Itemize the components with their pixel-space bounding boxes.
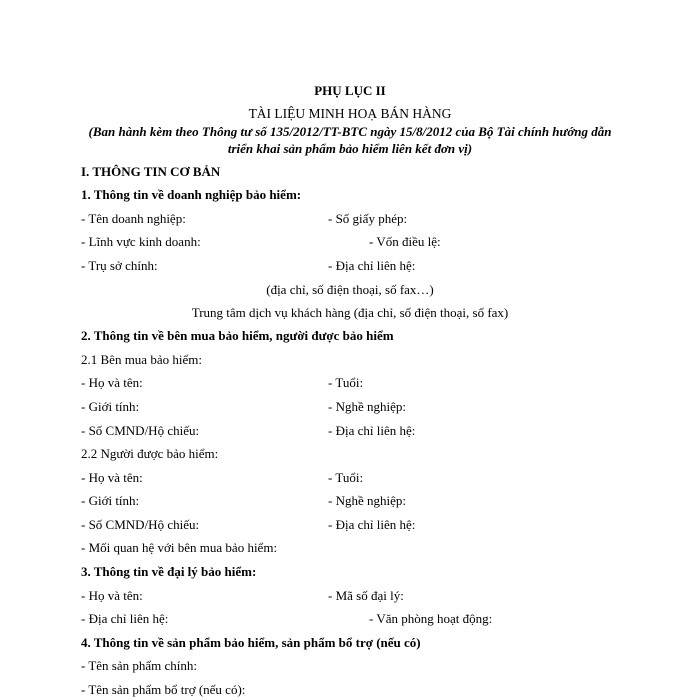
field-insured-age: - Tuổi: bbox=[328, 470, 364, 485]
section-heading-basic-info: I. THÔNG TIN CƠ BẢN bbox=[81, 164, 221, 179]
document-subtitle-line1: (Ban hành kèm theo Thông tư số 135/2012/TT-BTC ngày 15/8/2012 của Bộ Tài chính hướng dẫn bbox=[88, 124, 612, 139]
field-insured-address: - Địa chỉ liên hệ: bbox=[328, 517, 416, 532]
field-main-product: - Tên sản phẩm chính: bbox=[81, 658, 198, 673]
field-charter-capital: - Vốn điều lệ: bbox=[369, 234, 441, 249]
subsection-heading-parties: 2. Thông tin về bên mua bảo hiểm, người được bảo hiểm bbox=[81, 328, 394, 343]
customer-service-center: Trung tâm dịch vụ khách hàng (địa chỉ, số điện thoại, số fax) bbox=[191, 305, 509, 320]
field-business-field: - Lĩnh vực kinh doanh: bbox=[81, 234, 201, 249]
document-subtitle-line2: triển khai sản phẩm bảo hiểm liên kết đơn vị) bbox=[227, 141, 473, 156]
field-agent-address: - Địa chỉ liên hệ: bbox=[81, 611, 169, 626]
field-company-name: - Tên doanh nghiệp: bbox=[81, 211, 186, 226]
field-contact-address: - Địa chỉ liên hệ: bbox=[328, 258, 416, 273]
field-relationship: - Mối quan hệ với bên mua bảo hiểm: bbox=[81, 540, 278, 555]
subsection-heading-products: 4. Thông tin về sản phẩm bảo hiểm, sản phẩm bổ trợ (nếu có) bbox=[81, 635, 421, 650]
field-insured-occupation: - Nghề nghiệp: bbox=[328, 493, 406, 508]
field-buyer-id: - Số CMND/Hộ chiếu: bbox=[81, 423, 200, 438]
field-agent-code: - Mã số đại lý: bbox=[328, 588, 404, 603]
field-buyer-occupation: - Nghề nghiệp: bbox=[328, 399, 406, 414]
buyer-heading: 2.1 Bên mua bảo hiểm: bbox=[81, 352, 202, 367]
subsection-heading-insurer: 1. Thông tin về doanh nghiệp bảo hiểm: bbox=[81, 187, 302, 202]
field-insured-gender: - Giới tính: bbox=[81, 493, 140, 508]
field-agent-office: - Văn phòng hoạt động: bbox=[369, 611, 493, 626]
field-insured-id: - Số CMND/Hộ chiếu: bbox=[81, 517, 200, 532]
field-agent-name: - Họ và tên: bbox=[81, 588, 143, 603]
insured-heading: 2.2 Người được bảo hiểm: bbox=[81, 446, 219, 461]
field-buyer-name: - Họ và tên: bbox=[81, 375, 143, 390]
field-head-office: - Trụ sở chính: bbox=[81, 258, 158, 273]
appendix-label: PHỤ LỤC II bbox=[314, 83, 386, 98]
field-buyer-address: - Địa chỉ liên hệ: bbox=[328, 423, 416, 438]
field-rider-product: - Tên sản phẩm bổ trợ (nếu có): bbox=[81, 682, 246, 697]
field-license-no: - Số giấy phép: bbox=[328, 211, 408, 226]
field-buyer-age: - Tuổi: bbox=[328, 375, 364, 390]
field-insured-name: - Họ và tên: bbox=[81, 470, 143, 485]
field-buyer-gender: - Giới tính: bbox=[81, 399, 140, 414]
subsection-heading-agent: 3. Thông tin về đại lý bảo hiểm: bbox=[81, 564, 257, 579]
contact-address-note: (địa chỉ, số điện thoại, số fax…) bbox=[266, 282, 434, 297]
document-title: TÀI LIỆU MINH HOẠ BÁN HÀNG bbox=[248, 106, 452, 121]
